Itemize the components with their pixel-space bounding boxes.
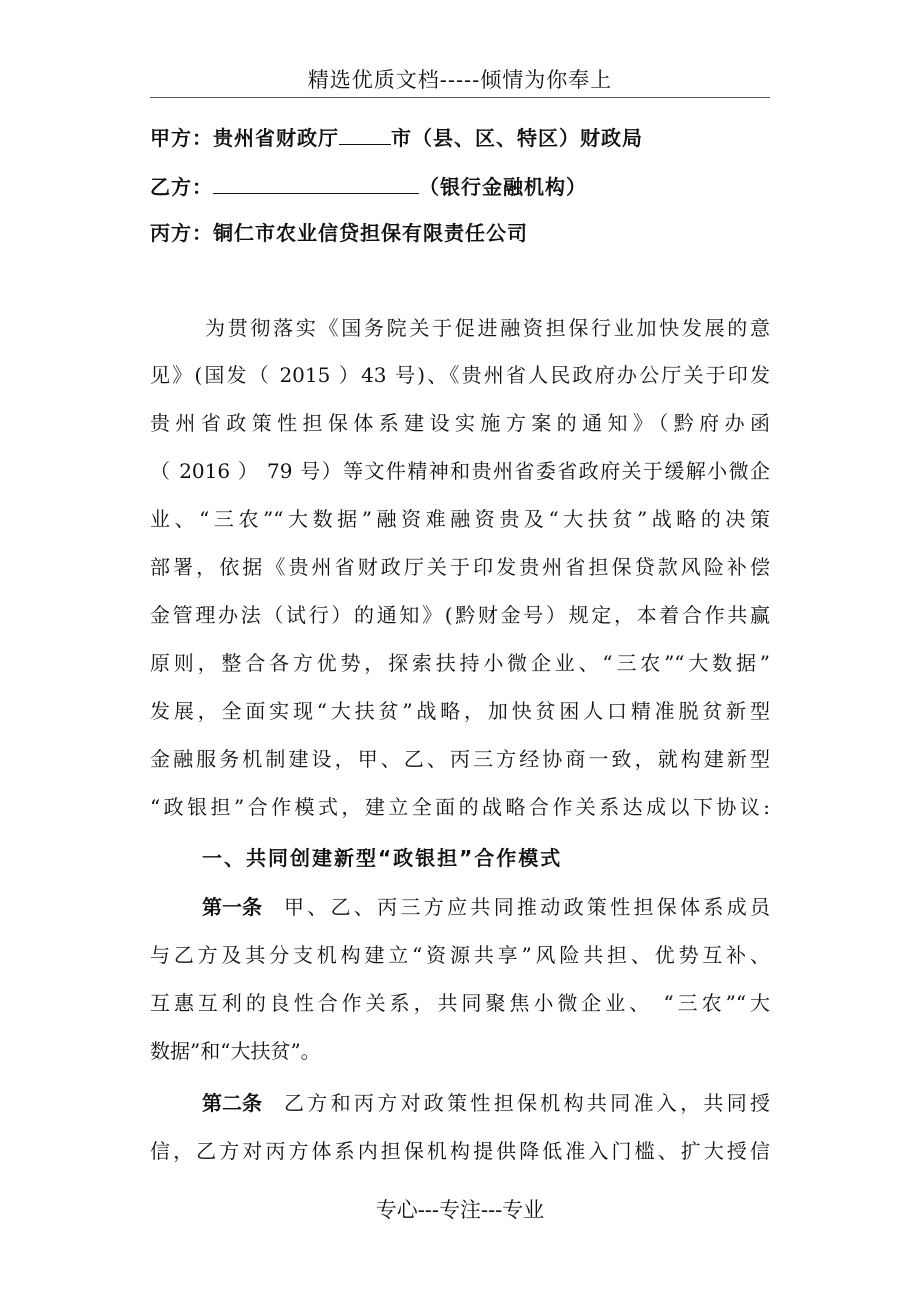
article-1-first-line [202,893,770,921]
article-2-text: 乙方和丙方对政策性担保机构共同准入，共同授 [284,1091,770,1115]
intro-line: 原则，整合各方优势，探索扶持小微企业、“三农”“大数据” [150,651,770,675]
article-2-line: 信，乙方对丙方体系内担保机构提供降低准入门槛、扩大授信 [150,1139,770,1163]
page-header: 精选优质文档-----倾情为你奉上 [307,68,613,92]
party-b-line [150,171,587,201]
article-2-label: 第二条 [202,1091,262,1115]
article-1-label: 第一条 [202,895,262,919]
intro-line: 金融服务机制建设，甲、乙、丙三方经协商一致，就构建新型 [150,747,770,771]
party-b-prefix: 乙方： [150,175,213,199]
intro-line: 业、“三农”“大数据”融资难融资贵及“大扶贫”战略的决策 [150,507,770,531]
intro-line: “政银担”合作模式，建立全面的战略合作关系达成以下协议: [150,795,770,819]
header-divider [150,97,770,98]
party-b-blank [213,171,419,194]
party-a-prefix: 甲方：贵州省财政厅 [150,126,339,150]
page-footer: 专心---专注---专业 [375,1198,545,1222]
article-1-line: 数据”和“大扶贫”。 [150,1039,321,1063]
party-c-line: 丙方：铜仁市农业信贷担保有限责任公司 [150,221,528,245]
article-2-first-line [202,1089,770,1117]
party-b-suffix: （银行金融机构） [419,175,587,199]
section-1-title: 一、共同创建新型“政银担”合作模式 [202,846,563,870]
intro-line: 为贯彻落实《国务院关于促进融资担保行业加快发展的意 [205,316,770,340]
party-a-suffix: 市（县、区、特区）财政局 [391,126,643,150]
intro-line: 见》(国发（ 2015 ）43 号)、《贵州省人民政府办公厅关于印发 [150,363,770,387]
intro-line: 金管理办法（试行）的通知》(黔财金号）规定，本着合作共赢 [150,603,770,627]
party-a-line [150,122,643,152]
article-1-text: 甲、乙、丙三方应共同推动政策性担保体系成员 [284,895,770,919]
intro-line: 发展，全面实现“大扶贫”战略，加快贫困人口精准脱贫新型 [150,699,770,723]
article-1-line: 互惠互利的良性合作关系，共同聚焦小微企业、 “三农”“大 [150,991,770,1015]
article-1-line: 与乙方及其分支机构建立“资源共享”风险共担、优势互补、 [150,943,770,967]
intro-line: 贵州省政策性担保体系建设实施方案的通知》（黔府办函 [150,411,770,435]
party-a-blank [339,122,391,145]
intro-line: （ 2016 ） 79 号）等文件精神和贵州省委省政府关于缓解小微企 [150,459,770,483]
intro-line: 部署，依据《贵州省财政厅关于印发贵州省担保贷款风险补偿 [150,555,770,579]
